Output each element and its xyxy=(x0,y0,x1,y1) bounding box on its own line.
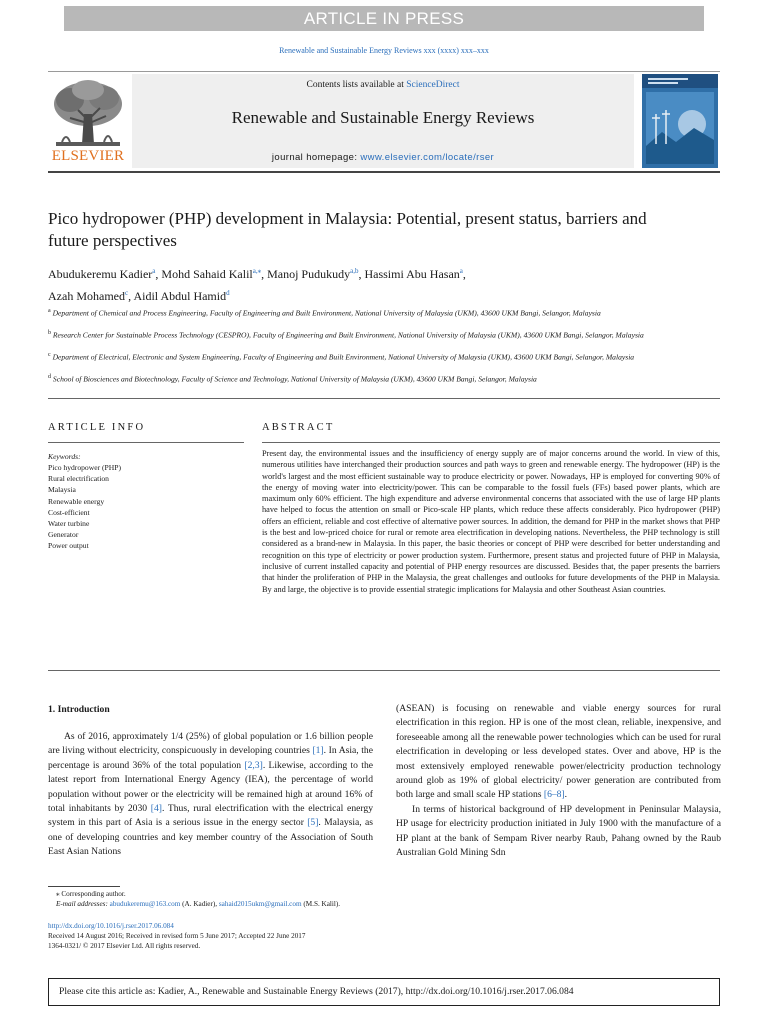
affiliation-marker[interactable]: a,⁎ xyxy=(252,267,262,275)
email-link[interactable]: sahaid2015ukm@gmail.com xyxy=(218,900,302,908)
affiliation-letter: a xyxy=(48,308,51,314)
citation-link[interactable]: [5] xyxy=(307,817,319,829)
sciencedirect-link[interactable]: ScienceDirect xyxy=(406,80,460,90)
journal-title: Renewable and Sustainable Energy Reviews xyxy=(231,108,535,127)
keyword-item: Malaysia xyxy=(48,485,76,495)
journal-homepage-link[interactable]: www.elsevier.com/locate/rser xyxy=(360,152,495,163)
email-owner: (M.S. Kalil). xyxy=(301,900,341,908)
email-label: E-mail addresses: xyxy=(56,900,110,908)
affiliation-marker[interactable]: a,b xyxy=(350,267,359,275)
keyword-item: Cost-efficient xyxy=(48,507,90,517)
introduction-column-right xyxy=(396,702,721,860)
article-info-rule xyxy=(48,442,244,443)
abstract-end-rule xyxy=(48,670,720,671)
email-addresses-note xyxy=(56,900,340,908)
affiliation-text: Research Center for Sustainable Process Technology (CESPRO), Faculty of Engineering and Built Environment, National University of Malaysia (UKM), 43600 UKM Bangi, Selangor, Malaysia xyxy=(52,330,644,340)
author-name[interactable]: Azah Mohamed xyxy=(48,289,125,303)
footnote-rule xyxy=(48,886,120,887)
citation-box: Please cite this article as: Kadier, A., Renewable and Sustainable Energy Reviews (2017), http://dx.doi.org/10.1016/j.rser.2017.06.084 xyxy=(48,978,720,1006)
affiliation-letter: d xyxy=(48,374,51,380)
affiliation-text: Department of Electrical, Electronic and System Engineering, Faculty of Engineering and Built Environment, National University of Malaysia (UKM), 43600 UKM Bangi, Selangor, Malaysia xyxy=(52,352,635,362)
author-name[interactable]: Manoj Pudukudy xyxy=(267,267,351,281)
affiliation-d xyxy=(48,372,668,385)
abstract-rule xyxy=(262,442,720,443)
affiliation-marker[interactable]: d xyxy=(226,289,230,297)
email-owner: (A. Kadier), xyxy=(180,900,219,908)
introduction-heading: 1. Introduction xyxy=(48,704,110,715)
affiliation-text: Department of Chemical and Process Engineering, Faculty of Engineering and Built Environment, National University of Malaysia (UKM), 43600 UKM Bangi, Selangor, Malaysia xyxy=(52,308,601,318)
journal-homepage-line xyxy=(132,152,634,163)
affiliation-a xyxy=(48,306,668,319)
keyword-item: Power output xyxy=(48,541,89,551)
affiliation-letter: c xyxy=(48,352,51,358)
contents-available-line xyxy=(132,80,634,90)
author-list: Abudukeremu Kadier$^a$, Mohd Sahaid Kalil$^{a,⁎}$, Manoj Pudukudy$^{a,b}$, Hassimi Abu Hasan$^a$, Azah Mohamed$^c$, Aidil Abdul Hamid$^d$ xyxy=(48,267,466,303)
keywords-list xyxy=(48,462,244,552)
introduction-column-left: As of 2016, approximately 1/4 (25%) of global population or 1.6 billion people are living without electricity, conspicuously in developing countries [1]. In Asia, the percentage is around 36% of the total population [2,3]. Likewise, according to the latest report from International Energy Agency (IEA), the percentage of world population without power or the electricity will be remained high at around 16% of total inhabitants by 2030 [4]. Thus, rural electrification with the electrical energy system in this part of Asia is a serious issue in the energy sector [5]. Malaysia, as one of developing countries and key member country of the Association of South East Asian Nations xyxy=(48,731,374,858)
article-title: Pico hydropower (PHP) development in Malaysia: Potential, present status, barriers and future perspectives xyxy=(48,209,647,250)
affiliation-b xyxy=(48,328,668,341)
affiliation-letter: b xyxy=(48,330,51,336)
journal-cover-thumbnail[interactable] xyxy=(642,74,718,168)
abstract-body: Present day, the environmental issues and the insufficiency of energy supply are of major concerns around the world. In view of this, numerous utilities have interchanged their production sources and path ways to green and renewable energy. The hydropower (HP) is the world's largest and the most efficient sustainable way to produce electricity or power. Nowadays, HP is employed for converting 90% of the energy of moving water into electricity/power. This can be comparable to the fossil fuels (FFs) based power plants, which are maximum only 60% efficient. The high expenditure and adverse environmental concerns that associated with the use of large HP plants have helped to focus the attention on small or Pico-scale HP plants, which reduce these affects considerably. Pico hydropower (PHP) offers an efficient, reliable and cost effective of alternative power sources. In addition, the demand for PHP in the market shows that PHP is the best and low-priced choice for rural or remote area electrification in developing nations. Nevertheless, the PHP technology is still considered as a brand-new in Malaysia. In this paper, the basic theories or concept of PHP were described for better understanding and recognition on this type of electricity or power production system. Furthermore, present status and projected future of PHP in Malaysia, inclusive of current installed capacity and potential of PHP energy resources are discussed. Besides that, the paper presents the barriers that hinder the proliferation of PHP in the Malaysia, the great challenges and outlooks for future developments of the PHP in Malaysia. By and large, the objective is to provide essential strategic implications for Malaysia and other Southeast Asian countries. xyxy=(262,449,720,594)
author-name[interactable]: Mohd Sahaid Kalil xyxy=(161,267,253,281)
author-name[interactable]: Hassimi Abu Hasan xyxy=(364,267,460,281)
citation-link[interactable]: [1] xyxy=(312,745,324,757)
copyright-line: 1364-0321/ © 2017 Elsevier Ltd. All rights reserved. xyxy=(48,942,201,950)
elsevier-wordmark: ELSEVIER xyxy=(51,148,125,164)
citation-link[interactable]: [6–8] xyxy=(543,789,565,801)
intro-paragraph: (ASEAN) is focusing on renewable and viable energy sources for rural electrification in this region. HP is one of the most clean, reliable, inexpensive, and foreseeable among all the renewable power technologies which can be used for rural electrification in developing or less developed states. Over and above, HP is the most extensively employed renewable power/electricity production technology around glob as 19% of global electricity/ power generation are contributed from both large and small scale HP stations [6–8]. xyxy=(396,703,721,801)
affiliation-c xyxy=(48,350,668,363)
citation-link[interactable]: [2,3] xyxy=(244,759,263,771)
affiliation-marker[interactable]: a xyxy=(459,267,463,275)
keyword-item: Pico hydropower (PHP) xyxy=(48,463,121,472)
doi-link[interactable]: http://dx.doi.org/10.1016/j.rser.2017.06.084 xyxy=(48,922,174,930)
abstract-heading: ABSTRACT xyxy=(262,422,335,433)
masthead-top-rule xyxy=(48,71,720,72)
masthead-bottom-rule xyxy=(48,171,720,173)
article-dates: Received 14 August 2016; Received in revised form 5 June 2017; Accepted 22 June 2017 xyxy=(48,932,306,940)
citation-link[interactable]: [4] xyxy=(150,803,162,815)
affiliation-text: School of Biosciences and Biotechnology, Faculty of Science and Technology, National University of Malaysia (UKM), 43600 UKM Bangi, Selangor, Malaysia xyxy=(52,374,537,384)
affiliation-marker[interactable]: c xyxy=(124,289,129,297)
journal-reference-link[interactable]: Renewable and Sustainable Energy Reviews xxx (xxxx) xxx–xxx xyxy=(279,46,489,55)
intro-paragraph: In terms of historical background of HP development in Peninsular Malaysia, HP usage for electricity production initiated in July 1900 with the manufacture of a HP plant at the bank of Sempam River nearby Raub, Pahang owned by the Raub Australian Gold Mining Sdn xyxy=(396,803,721,859)
author-name[interactable]: Aidil Abdul Hamid xyxy=(133,289,227,303)
homepage-prefix: journal homepage: xyxy=(271,152,361,163)
affiliation-marker[interactable]: a xyxy=(152,267,156,275)
contents-prefix: Contents lists available at xyxy=(306,80,407,90)
section-divider xyxy=(48,398,720,399)
article-info-heading: ARTICLE INFO xyxy=(48,422,146,433)
keyword-item: Rural electrification xyxy=(48,474,109,484)
corresponding-author-note: ⁎ Corresponding author. xyxy=(56,890,126,898)
author-name[interactable]: Abudukeremu Kadier xyxy=(48,267,153,281)
keyword-item: Renewable energy xyxy=(48,496,105,506)
email-link[interactable]: abudukeremu@163.com xyxy=(109,900,181,908)
keywords-label: Keywords: xyxy=(48,452,81,461)
keyword-item: Water turbine xyxy=(48,519,90,529)
article-in-press-banner: ARTICLE IN PRESS xyxy=(64,6,704,31)
keyword-item: Generator xyxy=(48,530,79,540)
